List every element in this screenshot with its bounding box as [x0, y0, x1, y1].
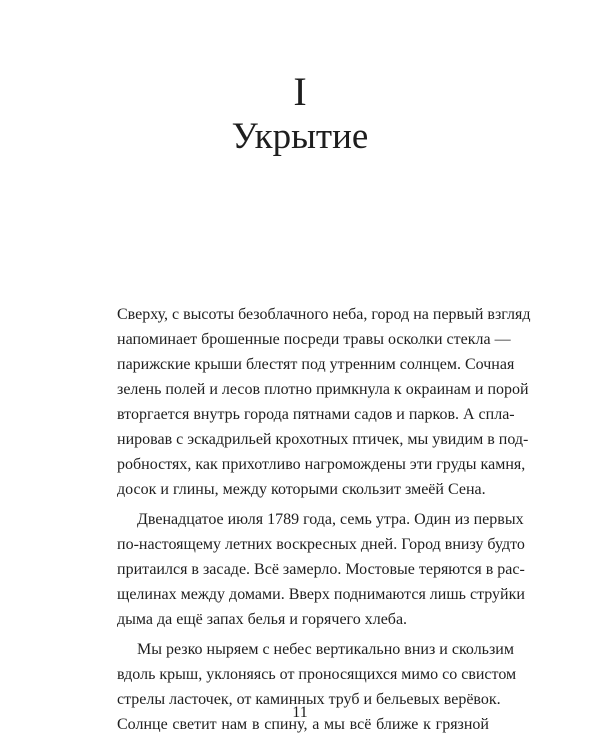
text-line: досок и глины, между которыми скользит змеёй Сена. [117, 481, 486, 498]
text-line: вторгается внутрь города пятнами садов и парков. А спла- [117, 406, 515, 423]
text-line: парижские крыши блестят под утренним солнцем. Сочная [117, 356, 515, 373]
text-line: щелинах между домами. Вверх поднимаются лишь струйки [117, 586, 525, 603]
paragraph-2 [117, 507, 525, 632]
text-line: дыма да ещё запах белья и горячего хлеба. [117, 611, 408, 628]
chapter-number: I [293, 69, 307, 114]
text-line: по-настоящему летних воскресных дней. Город внизу будто [117, 536, 525, 553]
page-number: 11 [292, 704, 308, 721]
text-line: робностях, как прихотливо нагромождены эти груды камня, [117, 456, 526, 473]
text-line: стрелы ласточек, от каминных труб и бельевых верёвок. [117, 691, 501, 708]
text-line: Сверху, с высоты безоблачного неба, город на первый взгляд [117, 306, 531, 323]
text-line: притаился в засаде. Всё замерло. Мостовые теряются в рас- [117, 561, 525, 578]
text-line: Солнце светит нам в спину, а мы всё ближе к грязной [117, 716, 489, 733]
text-line: Двенадцатое июля 1789 года, семь утра. Один из первых [117, 511, 524, 528]
text-line: зелень полей и лесов плотно примкнула к окраинам и порой [117, 381, 529, 398]
text-line: Мы резко ныряем с небес вертикально вниз и скользим [117, 641, 514, 658]
body-text [117, 302, 531, 737]
paragraph-1 [117, 302, 531, 502]
text-line: напоминает брошенные посреди травы осколки стекла — [117, 331, 511, 348]
text-line: вдоль крыш, уклоняясь от проносящихся мимо со свистом [117, 666, 517, 683]
chapter-title: Укрытие [231, 116, 369, 157]
text-line: нировав с эскадрильей крохотных птичек, мы увидим в под- [117, 431, 529, 448]
